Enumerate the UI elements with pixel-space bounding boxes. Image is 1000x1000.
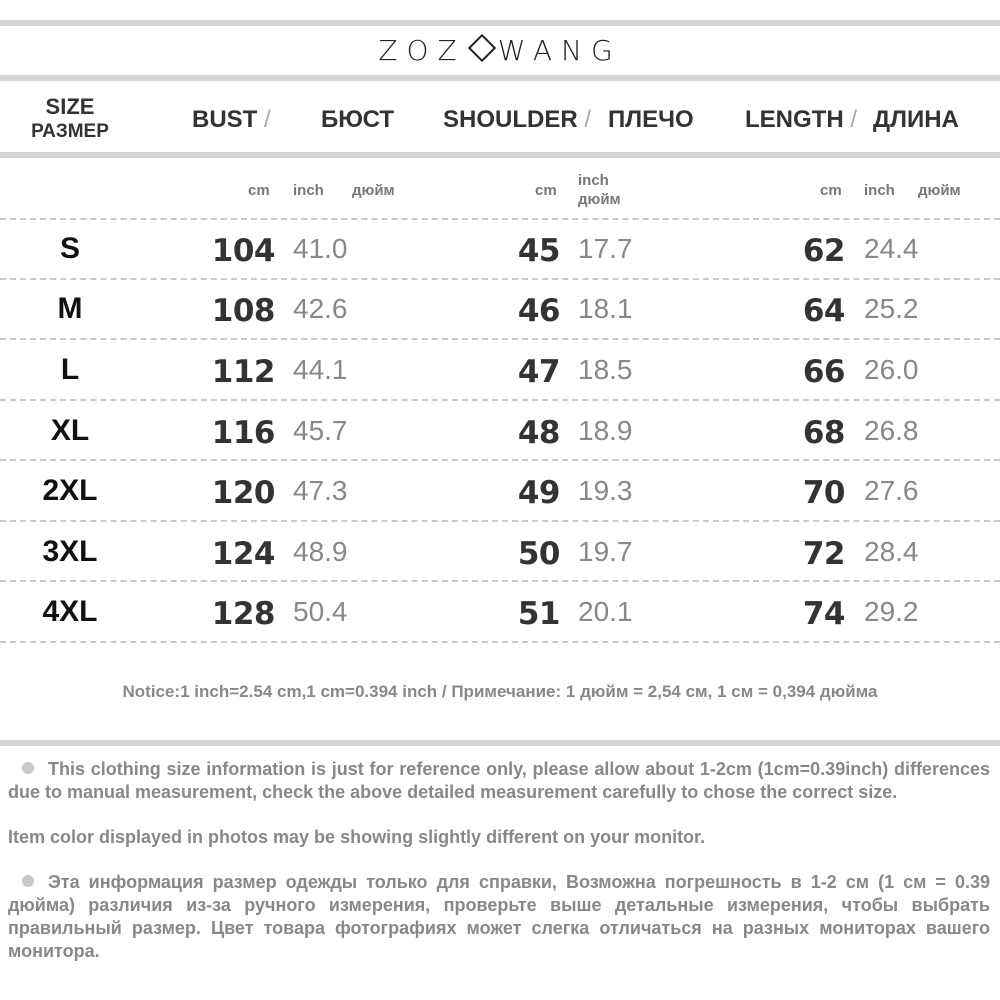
unit-bust-inch: inch — [293, 182, 324, 199]
length-inch-value: 25.2 — [864, 293, 919, 324]
shoulder-inch-value: 19.7 — [578, 536, 633, 567]
info-divider — [0, 740, 1000, 746]
header-size-ru: РАЗМЕР — [31, 121, 109, 142]
bust-inch-value: 44.1 — [293, 354, 348, 385]
bust-cm-value: 104 — [211, 233, 275, 269]
row-divider — [0, 338, 1000, 340]
header-size: SIZE — [45, 94, 95, 119]
row-divider — [0, 218, 1000, 220]
shoulder-cm-value: 48 — [517, 415, 560, 451]
length-inch-value: 26.0 — [864, 354, 919, 385]
shoulder-inch-value: 19.3 — [578, 475, 633, 506]
unit-shoulder-inch: inch — [578, 172, 609, 189]
unit-shoulder-duim: дюйм — [578, 191, 621, 208]
shoulder-cm-value: 51 — [517, 596, 560, 632]
info-english: This clothing size information is just for reference only, please allow about 1-2cm (1cm=0.39inch) differences due to manual measurement, check the above detailed measurement carefully to chose the correct size. — [8, 759, 990, 802]
brand-text-right: WANG — [497, 34, 622, 67]
shoulder-cm-value: 46 — [517, 293, 560, 329]
length-inch-value: 28.4 — [864, 536, 919, 567]
length-inch-value: 24.4 — [864, 233, 919, 264]
bullet-icon — [22, 875, 34, 887]
shoulder-inch-value: 17.7 — [578, 233, 633, 264]
row-divider — [0, 459, 1000, 461]
unit-shoulder-cm: cm — [535, 182, 557, 199]
size-label: 2XL — [42, 474, 98, 507]
length-cm-value: 74 — [802, 596, 845, 632]
row-divider — [0, 278, 1000, 280]
length-cm-value: 72 — [802, 536, 845, 572]
size-label: L — [60, 353, 80, 386]
bust-inch-value: 47.3 — [293, 475, 348, 506]
size-label: 4XL — [42, 595, 98, 628]
bust-cm-value: 108 — [211, 293, 275, 329]
row-divider — [0, 580, 1000, 582]
header-shoulder-ru: ПЛЕЧО — [608, 106, 694, 133]
bust-cm-value: 128 — [211, 596, 275, 632]
header-length: LENGTH / — [745, 106, 858, 133]
header-bust: BUST / — [192, 106, 271, 133]
conversion-notice: Notice:1 inch=2.54 cm,1 cm=0.394 inch / Примечание: 1 дюйм = 2,54 см, 1 см = 0,394 дюйма — [122, 682, 878, 701]
bullet-icon — [22, 762, 34, 774]
unit-length-inch: inch — [864, 182, 895, 199]
header-bottom-divider — [0, 152, 1000, 158]
unit-length-cm: cm — [820, 182, 842, 199]
shoulder-inch-value: 18.9 — [578, 415, 633, 446]
length-cm-value: 62 — [802, 233, 845, 269]
bust-cm-value: 112 — [211, 354, 275, 390]
shoulder-cm-value: 47 — [517, 354, 560, 390]
unit-bust-duim: дюйм — [352, 182, 395, 199]
bust-inch-value: 41.0 — [293, 233, 348, 264]
shoulder-inch-value: 18.5 — [578, 354, 633, 385]
shoulder-cm-value: 45 — [517, 233, 560, 269]
header-bust-ru: БЮСТ — [321, 106, 395, 133]
length-cm-value: 68 — [802, 415, 845, 451]
header-shoulder: SHOULDER / — [443, 106, 592, 133]
unit-bust-cm: cm — [248, 182, 270, 199]
header-top-divider — [0, 75, 1000, 81]
top-divider — [0, 20, 1000, 26]
size-label: 3XL — [42, 535, 98, 568]
info-russian: Эта информация размер одежды только для справки, Возможна погрешность в 1-2 см (1 см = 0.39 дюйма) различия из-за ручного измерения, проверьте выше детальные измерения, чтобы выбрать правильный размер. Цвет товара фотографиях может слегка отличаться на разных мониторах вашего монитора. — [8, 872, 990, 961]
size-label: M — [57, 292, 83, 325]
bust-inch-value: 48.9 — [293, 536, 348, 567]
size-label: XL — [50, 414, 90, 447]
length-inch-value: 27.6 — [864, 475, 919, 506]
length-inch-value: 29.2 — [864, 596, 919, 627]
row-divider — [0, 520, 1000, 522]
shoulder-inch-value: 18.1 — [578, 293, 633, 324]
bust-cm-value: 120 — [211, 475, 275, 511]
length-cm-value: 64 — [802, 293, 845, 329]
bust-cm-value: 116 — [211, 415, 275, 451]
info-english-color: Item color displayed in photos may be showing slightly different on your monitor. — [8, 827, 706, 847]
header-length-ru: ДЛИНА — [873, 106, 959, 133]
shoulder-cm-value: 50 — [517, 536, 560, 572]
bust-inch-value: 45.7 — [293, 415, 348, 446]
bust-inch-value: 50.4 — [293, 596, 348, 627]
bust-cm-value: 124 — [211, 536, 275, 572]
row-divider — [0, 399, 1000, 401]
diamond-icon — [468, 34, 496, 62]
brand-logo — [0, 33, 1000, 69]
shoulder-inch-value: 20.1 — [578, 596, 633, 627]
row-divider — [0, 641, 1000, 643]
shoulder-cm-value: 49 — [517, 475, 560, 511]
length-cm-value: 66 — [802, 354, 845, 390]
length-inch-value: 26.8 — [864, 415, 919, 446]
length-cm-value: 70 — [802, 475, 845, 511]
unit-length-duim: дюйм — [918, 182, 961, 199]
brand-text-left: ZOZ — [378, 34, 466, 67]
size-label: S — [59, 232, 80, 265]
bust-inch-value: 42.6 — [293, 293, 348, 324]
